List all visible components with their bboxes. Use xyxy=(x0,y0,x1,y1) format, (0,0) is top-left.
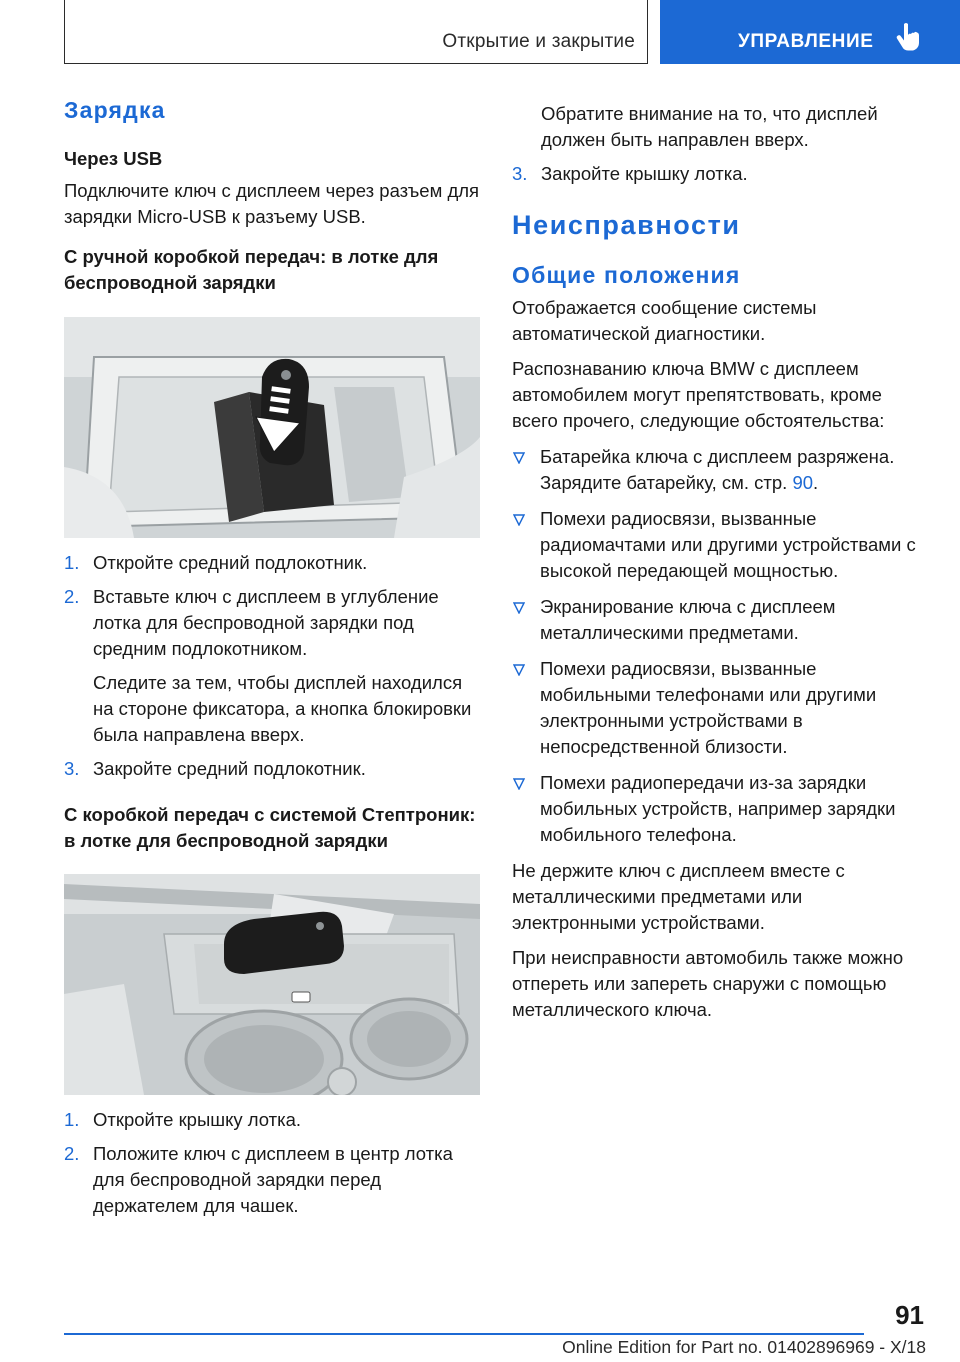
usb-subheading: Через USB xyxy=(64,148,163,169)
triangle-bullet-icon xyxy=(512,444,540,496)
list-item-text: Экранирование ключа с дисплеем металлическими предметами. xyxy=(540,596,836,643)
left-column xyxy=(64,96,482,1219)
mechanical-key-paragraph: При неисправности автомобиль также можно отпереть или запереть снаружи с помощью металлического ключа. xyxy=(512,947,904,1020)
list-item-tail: . xyxy=(813,472,819,493)
triangle-bullet-icon xyxy=(512,594,540,646)
step-text: Следите за тем, чтобы дисплей находился на стороне фиксатора, а кнопка блокировки была направлена вверх. xyxy=(93,672,472,745)
armrest-tray-photo xyxy=(64,317,480,538)
manual-step-1 xyxy=(64,550,482,576)
step-text: Закройте средний подлокотник. xyxy=(93,758,366,779)
step-number xyxy=(64,670,93,748)
triangle-bullet-icon xyxy=(512,770,540,848)
step-text: Откройте средний подлокотник. xyxy=(93,552,368,573)
header-chapter-tab[interactable] xyxy=(660,0,960,64)
step-number: 1. xyxy=(64,552,80,573)
step-text: Откройте крышку лотка. xyxy=(93,1109,302,1130)
steptronic-step-1 xyxy=(64,1107,482,1133)
steptronic-subheading: С коробкой передач с системой Стептроник: в лотке для беспроводной зарядки xyxy=(64,804,476,851)
steptronic-step-2 xyxy=(64,1141,482,1219)
general-heading: Общие положения xyxy=(512,262,741,288)
step-number: 3. xyxy=(64,758,80,779)
step-number: 2. xyxy=(64,1143,80,1164)
step-text: Обратите внимание на то, что дисплей должен быть направлен вверх. xyxy=(541,103,878,150)
step-number: 1. xyxy=(64,1109,80,1130)
list-item xyxy=(512,506,924,584)
step-text: Закройте крышку лотка. xyxy=(541,163,748,184)
faults-heading: Неисправности xyxy=(512,210,741,240)
manual-step-2 xyxy=(64,584,482,662)
steptronic-step-2-note xyxy=(512,101,924,153)
step-text: Вставьте ключ с дисплеем в углубление лотка для беспроводной зарядки под средним подлокотником. xyxy=(93,586,439,659)
charging-heading: Зарядка xyxy=(64,97,166,123)
list-item xyxy=(512,770,924,848)
manual-gearbox-subheading: С ручной коробкой передач: в лотке для беспроводной зарядки xyxy=(64,246,439,293)
list-item-text: Помехи радиосвязи, вызванные мобильными телефонами или другими электронными устройствами в непосредственной близости. xyxy=(540,658,877,757)
recognition-paragraph: Распознаванию ключа BMW с дисплеем автомобилем могут препятствовать, кроме всего прочего, следующие обстоятельства: xyxy=(512,358,885,431)
list-item xyxy=(512,594,924,646)
diagnostics-paragraph: Отображается сообщение системы автоматической диагностики. xyxy=(512,297,817,344)
triangle-bullet-icon xyxy=(512,506,540,584)
list-item-text: Помехи радиопередачи из-за зарядки мобильных устройств, например зарядки мобильного телефона. xyxy=(540,772,896,845)
footer-divider xyxy=(64,1333,864,1335)
step-text: Положите ключ с дисплеем в центр лотка для беспроводной зарядки перед держателем для чашек. xyxy=(93,1143,453,1216)
manual-step-3 xyxy=(64,756,482,782)
step-number: 2. xyxy=(64,586,80,607)
section-title: Открытие и закрытие xyxy=(442,31,635,52)
manual-step-2-note xyxy=(64,670,482,748)
console-tray-photo xyxy=(64,874,480,1095)
list-item xyxy=(512,444,924,496)
page-90-link[interactable]: 90 xyxy=(792,472,814,493)
edition-text: Online Edition for Part no. 01402896969 - X/18 xyxy=(562,1337,926,1357)
list-item xyxy=(512,656,924,760)
list-item-text: Помехи радиосвязи, вызванные радиомачтами или другими устройствами с высокой передающей мощностью. xyxy=(540,508,916,581)
triangle-bullet-icon xyxy=(512,656,540,760)
hand-pointer-icon xyxy=(896,22,922,52)
metal-warning-paragraph: Не держите ключ с дисплеем вместе с металлическими предметами или электронными устройствами. xyxy=(512,860,845,933)
step-number: 3. xyxy=(512,163,528,184)
steptronic-step-3 xyxy=(512,161,924,187)
chapter-title: УПРАВЛЕНИЕ xyxy=(738,31,874,52)
header-section-tab xyxy=(64,0,648,64)
usb-paragraph: Подключите ключ с дисплеем через разъем для зарядки Micro-USB к разъему USB. xyxy=(64,180,480,227)
list-item-text: Батарейка ключа с дисплеем разряжена. Зарядите батарейку, см. стр. xyxy=(540,446,895,493)
right-column xyxy=(512,101,924,1023)
page-number: 91 xyxy=(895,1300,924,1330)
